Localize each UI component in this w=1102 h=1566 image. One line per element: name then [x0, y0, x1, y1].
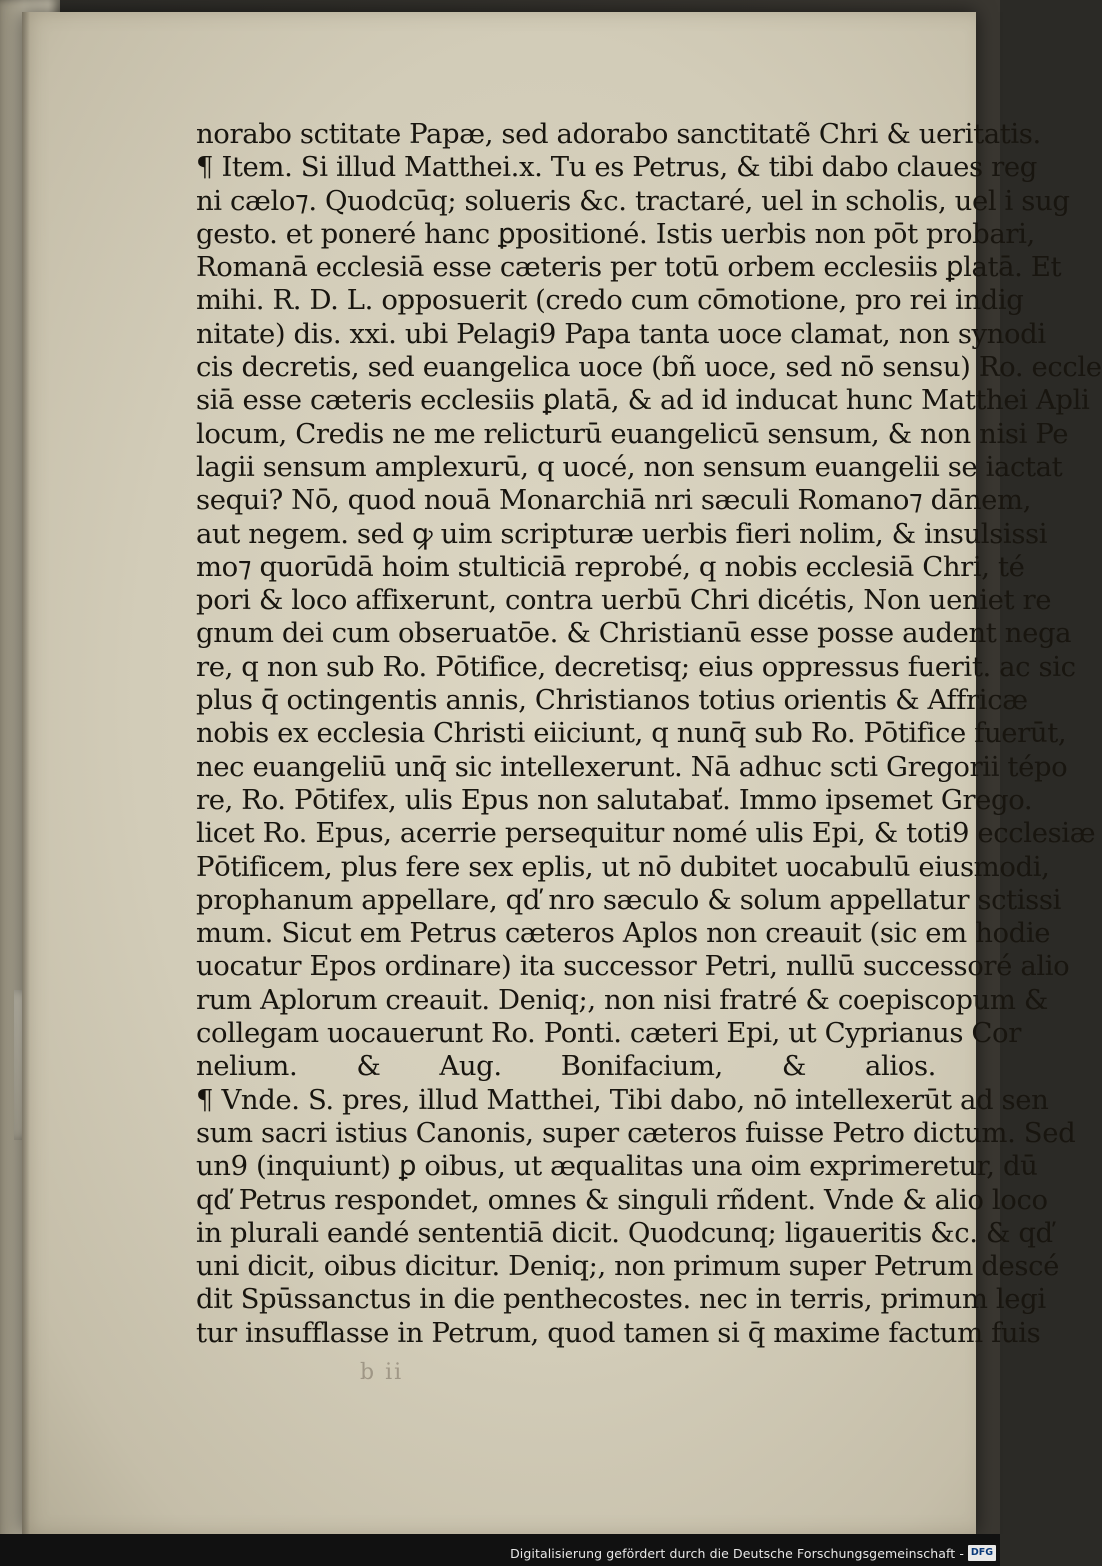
- text-line: ¶ Item. Si illud Matthei.x. Tu es Petrus, & tibi dabo claues reg: [196, 151, 1037, 184]
- text-line: tur insufflasse in Petrum, quod tamen si q̄ maxime factum fuis: [196, 1316, 1041, 1349]
- text-line: prophanum appellare, qď nro sæculo & solum appellatur sctissi: [196, 883, 1061, 916]
- text-line: norabo sctitate Papæ, sed adorabo sanctitatẽ Chri & ueritatis.: [196, 118, 1041, 150]
- text-line: mihi. R. D. L. opposuerit (credo cum cōmotione, pro rei indig: [196, 284, 1024, 317]
- text-line: licet Ro. Epus, acerrie persequitur nomé ulis Epi, & toti9 ecclesiæ: [196, 817, 1096, 850]
- text-line: ni cælo⁊. Quodcūq; solueris &c. tractaré, uel in scholis, uel i sug: [196, 184, 1070, 217]
- text-line: sum sacri istius Canonis, super cæteros fuisse Petro dictum. Sed: [196, 1116, 1076, 1149]
- page-text-block: [196, 118, 1102, 1350]
- text-line: re, q non sub Ro. Pōtifice, decretisq; eius oppressus fuerit. ac sic: [196, 650, 1076, 683]
- signature-mark: b ii: [360, 1360, 404, 1385]
- text-line: qď Petrus respondet, omnes & singuli rñdent. Vnde & alio loco: [196, 1183, 1048, 1216]
- dfg-logo: DFG: [968, 1545, 996, 1561]
- text-line: un9 (inquiunt) ꝑ oibus, ut æqualitas una oim exprimeretur, dū: [196, 1150, 1038, 1183]
- text-line: plus q̄ octingentis annis, Christianos totius orientis & Affricæ: [196, 684, 1028, 717]
- page-gutter-shadow: [22, 12, 30, 1534]
- footer-credit: Digitalisierung gefördert durch die Deutsche Forschungsgemeinschaft -: [510, 1546, 964, 1561]
- text-line: dit Spūssanctus in die penthecostes. nec in terris, primum legi: [196, 1283, 1046, 1316]
- text-line: ¶ Vnde. S. pres, illud Matthei, Tibi dabo, nō intellexerūt ad sen: [196, 1083, 1049, 1116]
- text-line: collegam uocauerunt Ro. Ponti. cæteri Epi, ut Cyprianus Cor: [196, 1017, 1021, 1050]
- text-line: pori & loco affixerunt, contra uerbū Chri dicétis, Non ueniet re: [196, 584, 1052, 617]
- text-line: lagii sensum amplexurū, q uocé, non sensum euangelii se iactat: [196, 450, 1063, 483]
- text-line: aut negem. sed ꝙ uim scripturæ uerbis fieri nolim, & insulsissi: [196, 517, 1048, 550]
- text-line: nitate) dis. xxi. ubi Pelagi9 Papa tanta uoce clamat, non synodi: [196, 317, 1046, 350]
- text-line: in plurali eandé sententiā dicit. Quodcunq; ligaueritis &c. & qď: [196, 1216, 1053, 1249]
- text-line: nelium. & Aug. Bonifacium, & alios.: [196, 1050, 936, 1083]
- text-line: uocatur Epos ordinare) ita successor Petri, nullū successoré alio: [196, 950, 1070, 983]
- text-line: cis decretis, sed euangelica uoce (bñ uoce, sed nō sensu) Ro. eccle: [196, 351, 1102, 384]
- text-line: Pōtificem, plus fere sex eplis, ut nō dubitet uocabulū eiusmodi,: [196, 850, 1050, 883]
- text-line: nobis ex ecclesia Christi eiiciunt, q nunq̄ sub Ro. Pōtifice fuerūt,: [196, 717, 1067, 750]
- text-line: siā esse cæteris ecclesiis ꝑlatā, & ad id inducat hunc Matthei Apli: [196, 384, 1090, 417]
- text-line: nec euangeliū unq̄ sic intellexerunt. Nā adhuc scti Gregorii tépo: [196, 750, 1068, 783]
- text-line: mo⁊ quorūdā hoim stulticiā reprobé, q nobis ecclesiā Chri, té: [196, 550, 1025, 583]
- text-line: uni dicit, oibus dicitur. Deniq;, non primum super Petrum descé: [196, 1250, 1059, 1283]
- text-line: re, Ro. Pōtifex, ulis Epus non salutabať. Immo ipsemet Grego.: [196, 783, 1033, 816]
- text-line: locum, Credis ne me relicturū euangelicū sensum, & non nisi Pe: [196, 417, 1069, 450]
- text-line: gnum dei cum obseruatōe. & Christianū esse posse audent nega: [196, 617, 1072, 650]
- text-line: Romanā ecclesiā esse cæteris per totū orbem ecclesiis ꝑlatā. Et: [196, 251, 1062, 284]
- text-line: rum Aplorum creauit. Deniq;, non nisi fratré & coepiscopum &: [196, 983, 1048, 1016]
- text-line: mum. Sicut em Petrus cæteros Aplos non creauit (sic em hodie: [196, 917, 1051, 950]
- text-line: sequi? Nō, quod nouā Monarchiā nri sæculi Romano⁊ dānem,: [196, 484, 1032, 517]
- text-line: gesto. et poneré hanc ꝑpositioné. Istis uerbis non pōt probari,: [196, 217, 1035, 250]
